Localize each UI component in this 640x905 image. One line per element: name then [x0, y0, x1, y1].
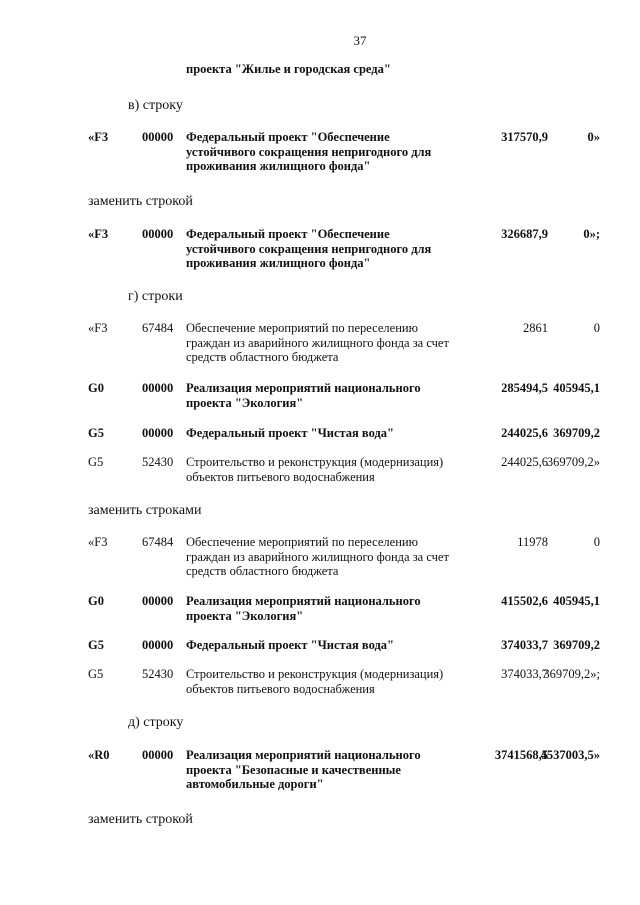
row-subcode: 00000 — [142, 381, 174, 395]
section-heading: д) строку — [128, 715, 184, 730]
section-heading: г) строки — [128, 289, 183, 304]
row-value-2: 405945,1 — [553, 594, 600, 608]
row-value-1: 244025,6 — [501, 455, 548, 469]
row-value-1: 2861 — [523, 321, 548, 335]
section-heading: заменить строкой — [88, 812, 193, 827]
row-name: Строительство и реконструкция (модернизация) объектов питьевого водоснабжения — [186, 667, 444, 696]
section-heading: в) строку — [128, 98, 183, 113]
row-value-2: 369709,2 — [553, 638, 600, 652]
row-subcode: 52430 — [142, 455, 174, 469]
row-name: Федеральный проект "Обеспечение устойчивого сокращения непригодного для проживания жилищного фонда" — [186, 130, 432, 173]
row-subcode: 67484 — [142, 535, 174, 549]
row-subcode: 00000 — [142, 594, 174, 608]
row-value-2: 369709,2» — [546, 455, 600, 469]
row-name: Обеспечение мероприятий по переселению граждан из аварийного жилищного фонда за счет средств областного бюджета — [186, 535, 449, 578]
row-value-1: 374033,7 — [501, 667, 548, 681]
row-subcode: 52430 — [142, 667, 174, 681]
row-code: «R0 — [88, 748, 110, 762]
row-value-2: 369709,2 — [553, 426, 600, 440]
row-value-2: 0»; — [583, 227, 600, 241]
row-value-2: 0 — [593, 321, 600, 335]
row-value-2: 4537003,5» — [540, 748, 600, 762]
row-code: «F3 — [88, 227, 109, 241]
row-subcode: 67484 — [142, 321, 174, 335]
row-code: G0 — [88, 594, 104, 608]
row-subcode: 00000 — [142, 130, 174, 144]
row-name: Федеральный проект "Чистая вода" — [186, 426, 394, 440]
row-name: Реализация мероприятий национального проекта "Безопасные и качественные автомобильные дороги" — [186, 748, 421, 791]
row-code: G5 — [88, 455, 104, 469]
row-code: G5 — [88, 667, 104, 681]
row-name: Реализация мероприятий национального проекта "Экология" — [186, 594, 421, 623]
section-heading: заменить строками — [88, 503, 202, 518]
row-value-1: 285494,5 — [501, 381, 548, 395]
row-subcode: 00000 — [142, 638, 174, 652]
row-value-2: 0» — [587, 130, 600, 144]
row-subcode: 00000 — [142, 426, 174, 440]
section-heading: заменить строкой — [88, 194, 193, 209]
row-code: «F3 — [88, 130, 109, 144]
page-number: 37 — [353, 33, 367, 48]
row-code: «F3 — [88, 535, 108, 549]
row-value-2: 0 — [593, 535, 600, 549]
row-value-1: 374033,7 — [501, 638, 548, 652]
row-value-1: 11978 — [517, 535, 548, 549]
row-code: G0 — [88, 381, 104, 395]
row-value-1: 415502,6 — [501, 594, 548, 608]
row-name: Федеральный проект "Обеспечение устойчивого сокращения непригодного для проживания жилищного фонда" — [186, 227, 432, 270]
continuation-text: проекта "Жилье и городская среда" — [186, 62, 391, 76]
row-subcode: 00000 — [142, 748, 174, 762]
row-value-1: 326687,9 — [501, 227, 548, 241]
row-name: Федеральный проект "Чистая вода" — [186, 638, 394, 652]
row-name: Обеспечение мероприятий по переселению граждан из аварийного жилищного фонда за счет средств областного бюджета — [186, 321, 449, 364]
row-value-1: 3741568,5 — [494, 748, 548, 762]
row-value-2: 369709,2»; — [543, 667, 600, 681]
row-code: «F3 — [88, 321, 108, 335]
row-code: G5 — [88, 638, 104, 652]
row-value-2: 405945,1 — [553, 381, 600, 395]
row-code: G5 — [88, 426, 104, 440]
row-subcode: 00000 — [142, 227, 174, 241]
row-name: Реализация мероприятий национального проекта "Экология" — [186, 381, 421, 410]
row-value-1: 317570,9 — [501, 130, 548, 144]
row-name: Строительство и реконструкция (модернизация) объектов питьевого водоснабжения — [186, 455, 444, 484]
row-value-1: 244025,6 — [501, 426, 548, 440]
